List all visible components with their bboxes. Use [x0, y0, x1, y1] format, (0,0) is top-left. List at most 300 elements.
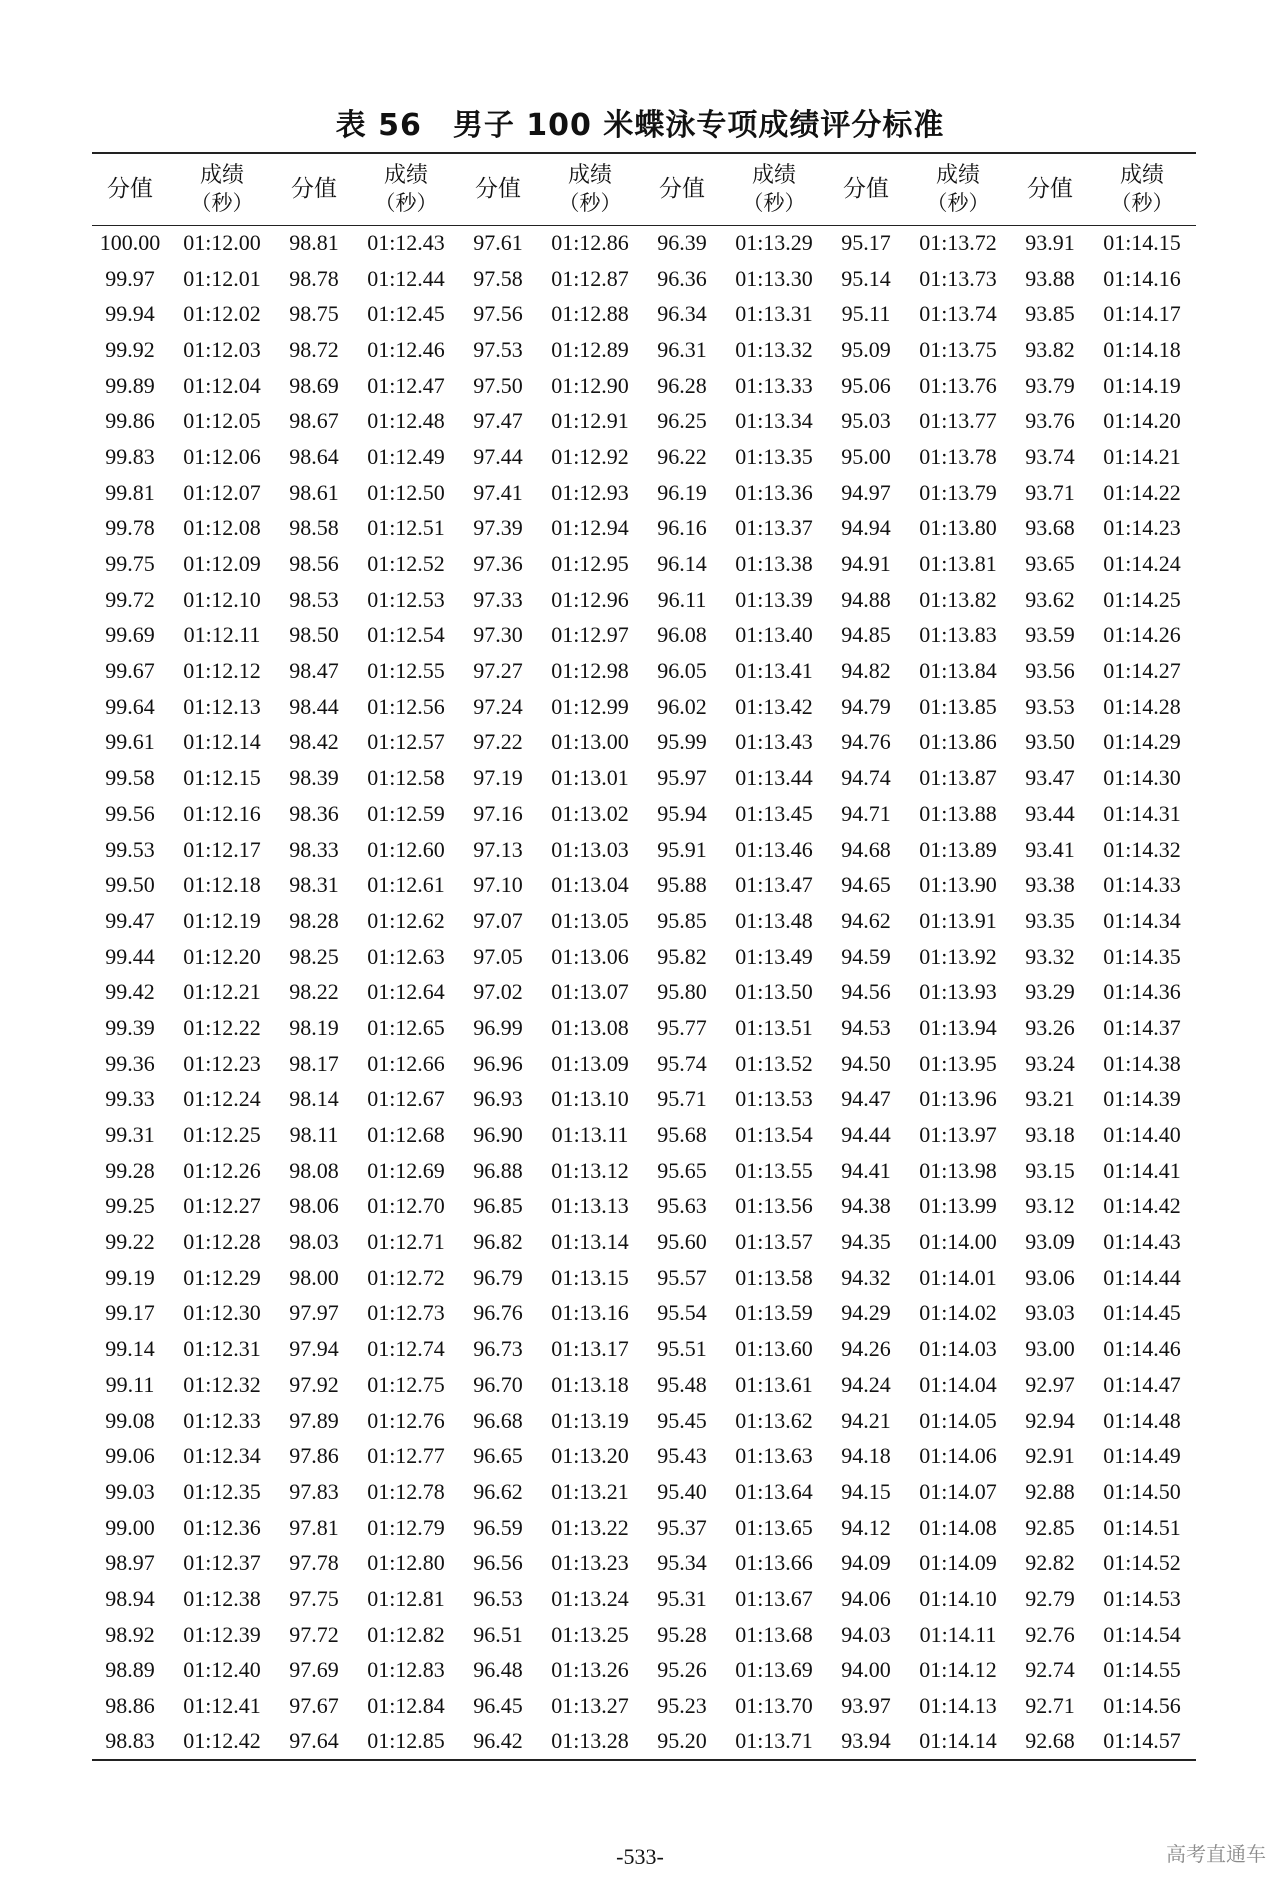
score-cell: 96.14: [657, 551, 707, 577]
score-cell: 99.19: [105, 1264, 155, 1290]
time-cell: 01:13.01: [551, 765, 629, 791]
score-cell: 99.81: [105, 479, 155, 505]
header-time: [904, 153, 1012, 225]
time-cell: 01:12.28: [183, 1229, 261, 1255]
header-row: [92, 153, 1196, 225]
score-cell: 94.53: [841, 1014, 891, 1040]
time-cell: 01:12.97: [551, 622, 629, 648]
score-cell: 92.91: [1025, 1443, 1075, 1469]
table-row: [92, 1688, 1196, 1724]
score-cell: 95.99: [657, 729, 707, 755]
score-cell: 98.44: [289, 693, 339, 719]
time-cell: 01:13.59: [735, 1300, 813, 1326]
time-cell: 01:12.70: [367, 1193, 445, 1219]
time-cell: 01:12.24: [183, 1086, 261, 1112]
time-cell: 01:12.80: [367, 1550, 445, 1576]
time-cell: 01:14.42: [1103, 1193, 1181, 1219]
score-cell: 93.56: [1025, 658, 1075, 684]
score-cell: 98.50: [289, 622, 339, 648]
time-cell: 01:12.17: [183, 836, 261, 862]
score-cell: 93.47: [1025, 765, 1075, 791]
time-cell: 01:14.11: [919, 1621, 997, 1647]
score-cell: 98.64: [289, 443, 339, 469]
score-cell: 93.74: [1025, 443, 1075, 469]
table-row: [92, 867, 1196, 903]
score-cell: 98.75: [289, 301, 339, 327]
score-cell: 96.90: [473, 1122, 523, 1148]
table-row: [92, 1617, 1196, 1653]
time-cell: 01:12.82: [367, 1621, 445, 1647]
score-cell: 95.03: [841, 408, 891, 434]
score-cell: 99.03: [105, 1478, 155, 1504]
time-cell: 01:12.92: [551, 443, 629, 469]
time-cell: 01:13.96: [919, 1086, 997, 1112]
score-cell: 96.73: [473, 1336, 523, 1362]
score-cell: 95.63: [657, 1193, 707, 1219]
table-row: [92, 475, 1196, 511]
time-cell: 01:12.16: [183, 800, 261, 826]
time-cell: 01:13.69: [735, 1657, 813, 1683]
time-cell: 01:14.28: [1103, 693, 1181, 719]
time-cell: 01:12.84: [367, 1693, 445, 1719]
time-cell: 01:12.54: [367, 622, 445, 648]
time-cell: 01:14.55: [1103, 1657, 1181, 1683]
score-cell: 95.09: [841, 336, 891, 362]
time-cell: 01:13.68: [735, 1621, 813, 1647]
time-cell: 01:14.14: [904, 1724, 1012, 1760]
score-cell: 92.71: [1025, 1693, 1075, 1719]
score-cell: 92.94: [1025, 1407, 1075, 1433]
score-cell: 93.82: [1025, 336, 1075, 362]
time-cell: 01:13.43: [735, 729, 813, 755]
score-cell: 94.62: [841, 907, 891, 933]
score-cell: 94.56: [841, 979, 891, 1005]
watermark: 高考直通车: [1166, 1842, 1266, 1866]
time-cell: 01:13.77: [919, 408, 997, 434]
time-cell: 01:13.80: [919, 515, 997, 541]
time-cell: 01:13.72: [919, 230, 997, 256]
score-cell: 95.00: [841, 443, 891, 469]
score-cell: 93.91: [1025, 230, 1075, 256]
score-cell: 96.68: [473, 1407, 523, 1433]
score-cell: 96.76: [473, 1300, 523, 1326]
time-cell: 01:13.21: [551, 1478, 629, 1504]
time-cell: 01:14.05: [919, 1407, 997, 1433]
time-cell: 01:14.23: [1103, 515, 1181, 541]
time-cell: 01:12.08: [183, 515, 261, 541]
time-cell: 01:13.98: [919, 1157, 997, 1183]
table-header: [92, 153, 1196, 225]
table-row: [92, 582, 1196, 618]
score-cell: 92.85: [1025, 1514, 1075, 1540]
score-cell: 97.64: [276, 1724, 352, 1760]
time-cell: 01:14.08: [919, 1514, 997, 1540]
time-cell: 01:13.87: [919, 765, 997, 791]
score-cell: 98.86: [105, 1693, 155, 1719]
score-cell: 95.48: [657, 1371, 707, 1397]
time-cell: 01:13.57: [735, 1229, 813, 1255]
time-cell: 01:13.14: [551, 1229, 629, 1255]
score-cell: 94.65: [841, 872, 891, 898]
score-cell: 99.39: [105, 1014, 155, 1040]
score-cell: 99.47: [105, 907, 155, 933]
time-cell: 01:13.49: [735, 943, 813, 969]
score-cell: 96.88: [473, 1157, 523, 1183]
table-row: [92, 1724, 1196, 1760]
score-cell: 94.35: [841, 1229, 891, 1255]
score-cell: 99.11: [105, 1371, 155, 1397]
time-cell: 01:14.37: [1103, 1014, 1181, 1040]
table-row: [92, 1510, 1196, 1546]
time-cell: 01:12.76: [367, 1407, 445, 1433]
score-cell: 94.68: [841, 836, 891, 862]
score-cell: 95.17: [841, 230, 891, 256]
time-cell: 01:12.44: [367, 265, 445, 291]
time-cell: 01:13.12: [551, 1157, 629, 1183]
time-cell: 01:12.11: [183, 622, 261, 648]
time-cell: 01:12.66: [367, 1050, 445, 1076]
time-cell: 01:12.47: [367, 372, 445, 398]
score-cell: 97.94: [289, 1336, 339, 1362]
time-cell: 01:12.58: [367, 765, 445, 791]
time-cell: 01:14.26: [1103, 622, 1181, 648]
score-cell: 98.58: [289, 515, 339, 541]
time-cell: 01:13.79: [919, 479, 997, 505]
time-cell: 01:12.22: [183, 1014, 261, 1040]
page-number: -533-: [616, 1844, 664, 1869]
time-cell: 01:14.27: [1103, 658, 1181, 684]
time-cell: 01:13.35: [735, 443, 813, 469]
time-cell: 01:14.29: [1103, 729, 1181, 755]
score-cell: 96.53: [473, 1585, 523, 1611]
time-cell: 01:12.81: [367, 1585, 445, 1611]
score-cell: 99.67: [105, 658, 155, 684]
time-cell: 01:12.13: [183, 693, 261, 719]
score-cell: 93.53: [1025, 693, 1075, 719]
score-cell: 93.00: [1025, 1336, 1075, 1362]
time-cell: 01:12.14: [183, 729, 261, 755]
time-cell: 01:12.63: [367, 943, 445, 969]
table-row: [92, 368, 1196, 404]
score-cell: 93.88: [1025, 265, 1075, 291]
time-cell: 01:13.52: [735, 1050, 813, 1076]
score-cell: 99.92: [105, 336, 155, 362]
header-time-label: 成绩: [567, 163, 612, 189]
time-cell: 01:13.99: [919, 1193, 997, 1219]
time-cell: 01:12.18: [183, 872, 261, 898]
table-title: 表 56 男子 100 米蝶泳专项成绩评分标准: [335, 108, 945, 143]
table-row: [92, 1117, 1196, 1153]
time-cell: 01:12.10: [183, 586, 261, 612]
score-cell: 99.86: [105, 408, 155, 434]
time-cell: 01:12.45: [367, 301, 445, 327]
score-cell: 98.72: [289, 336, 339, 362]
time-cell: 01:13.46: [735, 836, 813, 862]
score-cell: 98.89: [105, 1657, 155, 1683]
score-cell: 96.05: [657, 658, 707, 684]
time-cell: 01:13.76: [919, 372, 997, 398]
time-cell: 01:12.78: [367, 1478, 445, 1504]
table-row: [92, 1367, 1196, 1403]
time-cell: 01:13.84: [919, 658, 997, 684]
score-cell: 97.44: [473, 443, 523, 469]
table-row: [92, 225, 1196, 261]
time-cell: 01:14.32: [1103, 836, 1181, 862]
time-cell: 01:13.45: [735, 800, 813, 826]
score-cell: 96.25: [657, 408, 707, 434]
score-cell: 96.85: [473, 1193, 523, 1219]
table-row: [92, 1046, 1196, 1082]
score-cell: 97.86: [289, 1443, 339, 1469]
score-cell: 98.78: [289, 265, 339, 291]
time-cell: 01:13.44: [735, 765, 813, 791]
table-row: [92, 332, 1196, 368]
time-cell: 01:13.32: [735, 336, 813, 362]
score-cell: 97.78: [289, 1550, 339, 1576]
time-cell: 01:12.75: [367, 1371, 445, 1397]
score-cell: 93.85: [1025, 301, 1075, 327]
time-cell: 01:12.90: [551, 372, 629, 398]
time-cell: 01:12.49: [367, 443, 445, 469]
time-cell: 01:13.58: [735, 1264, 813, 1290]
score-cell: 97.56: [473, 301, 523, 327]
time-cell: 01:12.29: [183, 1264, 261, 1290]
time-cell: 01:12.69: [367, 1157, 445, 1183]
time-cell: 01:13.13: [551, 1193, 629, 1219]
time-cell: 01:13.93: [919, 979, 997, 1005]
time-cell: 01:12.41: [183, 1693, 261, 1719]
time-cell: 01:12.95: [551, 551, 629, 577]
table-row: [92, 1224, 1196, 1260]
score-cell: 96.16: [657, 515, 707, 541]
time-cell: 01:12.46: [367, 336, 445, 362]
header-time: [352, 153, 460, 225]
score-cell: 98.53: [289, 586, 339, 612]
time-cell: 01:13.10: [551, 1086, 629, 1112]
header-time-unit: （秒）: [374, 190, 438, 215]
score-cell: 95.20: [644, 1724, 720, 1760]
time-cell: 01:14.16: [1103, 265, 1181, 291]
time-cell: 01:13.85: [919, 693, 997, 719]
time-cell: 01:12.52: [367, 551, 445, 577]
score-cell: 98.94: [105, 1585, 155, 1611]
table-row: [92, 1189, 1196, 1225]
table-row: [92, 939, 1196, 975]
time-cell: 01:14.40: [1103, 1122, 1181, 1148]
time-cell: 01:12.72: [367, 1264, 445, 1290]
table-row: [92, 796, 1196, 832]
time-cell: 01:12.73: [367, 1300, 445, 1326]
score-cell: 94.44: [841, 1122, 891, 1148]
time-cell: 01:12.12: [183, 658, 261, 684]
score-cell: 96.79: [473, 1264, 523, 1290]
table-row: [92, 1082, 1196, 1118]
time-cell: 01:13.11: [551, 1122, 629, 1148]
time-cell: 01:13.89: [919, 836, 997, 862]
score-cell: 94.00: [841, 1657, 891, 1683]
time-cell: 01:14.24: [1103, 551, 1181, 577]
time-cell: 01:13.95: [919, 1050, 997, 1076]
time-cell: 01:12.33: [183, 1407, 261, 1433]
score-cell: 97.36: [473, 551, 523, 577]
time-cell: 01:12.98: [551, 658, 629, 684]
time-cell: 01:14.34: [1103, 907, 1181, 933]
score-cell: 96.02: [657, 693, 707, 719]
score-cell: 94.21: [841, 1407, 891, 1433]
time-cell: 01:12.15: [183, 765, 261, 791]
time-cell: 01:13.15: [551, 1264, 629, 1290]
score-cell: 96.28: [657, 372, 707, 398]
time-cell: 01:12.89: [551, 336, 629, 362]
time-cell: 01:13.64: [735, 1478, 813, 1504]
time-cell: 01:13.51: [735, 1014, 813, 1040]
score-cell: 99.64: [105, 693, 155, 719]
score-cell: 98.69: [289, 372, 339, 398]
time-cell: 01:13.97: [919, 1122, 997, 1148]
score-cell: 95.43: [657, 1443, 707, 1469]
time-cell: 01:13.88: [919, 800, 997, 826]
score-cell: 99.78: [105, 515, 155, 541]
time-cell: 01:14.01: [919, 1264, 997, 1290]
time-cell: 01:14.38: [1103, 1050, 1181, 1076]
score-cell: 93.68: [1025, 515, 1075, 541]
score-cell: 97.72: [289, 1621, 339, 1647]
score-cell: 97.39: [473, 515, 523, 541]
time-cell: 01:12.79: [367, 1514, 445, 1540]
score-cell: 99.69: [105, 622, 155, 648]
time-cell: 01:13.36: [735, 479, 813, 505]
table-row: [92, 1653, 1196, 1689]
score-cell: 94.24: [841, 1371, 891, 1397]
table-row: [92, 832, 1196, 868]
time-cell: 01:14.09: [919, 1550, 997, 1576]
time-cell: 01:13.18: [551, 1371, 629, 1397]
time-cell: 01:13.03: [551, 836, 629, 862]
score-cell: 98.61: [289, 479, 339, 505]
score-cell: 97.75: [289, 1585, 339, 1611]
score-cell: 97.67: [289, 1693, 339, 1719]
time-cell: 01:12.07: [183, 479, 261, 505]
header-score: 分值: [460, 153, 536, 225]
score-cell: 98.11: [289, 1122, 339, 1148]
score-cell: 93.09: [1025, 1229, 1075, 1255]
score-cell: 94.71: [841, 800, 891, 826]
time-cell: 01:13.70: [735, 1693, 813, 1719]
time-cell: 01:13.83: [919, 622, 997, 648]
score-cell: 94.82: [841, 658, 891, 684]
score-cell: 94.74: [841, 765, 891, 791]
score-cell: 93.41: [1025, 836, 1075, 862]
score-cell: 95.51: [657, 1336, 707, 1362]
score-cell: 95.94: [657, 800, 707, 826]
time-cell: 01:12.32: [183, 1371, 261, 1397]
header-time-unit: （秒）: [742, 190, 806, 215]
score-cell: 97.19: [473, 765, 523, 791]
score-cell: 97.30: [473, 622, 523, 648]
score-cell: 94.03: [841, 1621, 891, 1647]
table-row: [92, 261, 1196, 297]
time-cell: 01:13.61: [735, 1371, 813, 1397]
score-table: [92, 152, 1196, 1761]
time-cell: 01:13.29: [735, 230, 813, 256]
time-cell: 01:13.55: [735, 1157, 813, 1183]
table-row: [92, 546, 1196, 582]
score-cell: 94.79: [841, 693, 891, 719]
score-cell: 96.22: [657, 443, 707, 469]
time-cell: 01:13.42: [735, 693, 813, 719]
score-cell: 95.37: [657, 1514, 707, 1540]
time-cell: 01:13.39: [735, 586, 813, 612]
time-cell: 01:12.30: [183, 1300, 261, 1326]
time-cell: 01:14.31: [1103, 800, 1181, 826]
score-cell: 97.05: [473, 943, 523, 969]
time-cell: 01:12.50: [367, 479, 445, 505]
score-cell: 93.76: [1025, 408, 1075, 434]
score-cell: 96.65: [473, 1443, 523, 1469]
score-cell: 98.06: [289, 1193, 339, 1219]
score-cell: 97.22: [473, 729, 523, 755]
score-cell: 99.44: [105, 943, 155, 969]
score-cell: 99.22: [105, 1229, 155, 1255]
time-cell: 01:12.68: [367, 1122, 445, 1148]
table-row: [92, 439, 1196, 475]
score-cell: 97.97: [289, 1300, 339, 1326]
table-row: [92, 653, 1196, 689]
score-cell: 99.89: [105, 372, 155, 398]
time-cell: 01:13.65: [735, 1514, 813, 1540]
time-cell: 01:12.62: [367, 907, 445, 933]
table-row: [92, 296, 1196, 332]
time-cell: 01:14.12: [919, 1657, 997, 1683]
score-cell: 98.36: [289, 800, 339, 826]
score-cell: 98.83: [92, 1724, 168, 1760]
time-cell: 01:12.59: [367, 800, 445, 826]
time-cell: 01:13.25: [551, 1621, 629, 1647]
score-cell: 94.47: [841, 1086, 891, 1112]
score-cell: 93.35: [1025, 907, 1075, 933]
score-cell: 96.34: [657, 301, 707, 327]
score-cell: 93.44: [1025, 800, 1075, 826]
score-cell: 98.03: [289, 1229, 339, 1255]
time-cell: 01:12.20: [183, 943, 261, 969]
table-row: [92, 903, 1196, 939]
header-time-unit: （秒）: [1110, 190, 1174, 215]
time-cell: 01:14.17: [1103, 301, 1181, 327]
table-row: [92, 1296, 1196, 1332]
score-cell: 94.12: [841, 1514, 891, 1540]
score-cell: 94.94: [841, 515, 891, 541]
table-row: [92, 1474, 1196, 1510]
time-cell: 01:14.22: [1103, 479, 1181, 505]
time-cell: 01:13.07: [551, 979, 629, 1005]
header-time-unit: （秒）: [190, 190, 254, 215]
score-cell: 96.42: [460, 1724, 536, 1760]
score-cell: 99.53: [105, 836, 155, 862]
time-cell: 01:13.81: [919, 551, 997, 577]
time-cell: 01:12.71: [367, 1229, 445, 1255]
score-cell: 96.08: [657, 622, 707, 648]
time-cell: 01:13.04: [551, 872, 629, 898]
score-cell: 95.57: [657, 1264, 707, 1290]
score-cell: 93.71: [1025, 479, 1075, 505]
time-cell: 01:14.46: [1103, 1336, 1181, 1362]
time-cell: 01:14.47: [1103, 1371, 1181, 1397]
time-cell: 01:12.37: [183, 1550, 261, 1576]
table-row: [92, 760, 1196, 796]
score-cell: 97.92: [289, 1371, 339, 1397]
score-cell: 94.09: [841, 1550, 891, 1576]
time-cell: 01:13.28: [536, 1724, 644, 1760]
